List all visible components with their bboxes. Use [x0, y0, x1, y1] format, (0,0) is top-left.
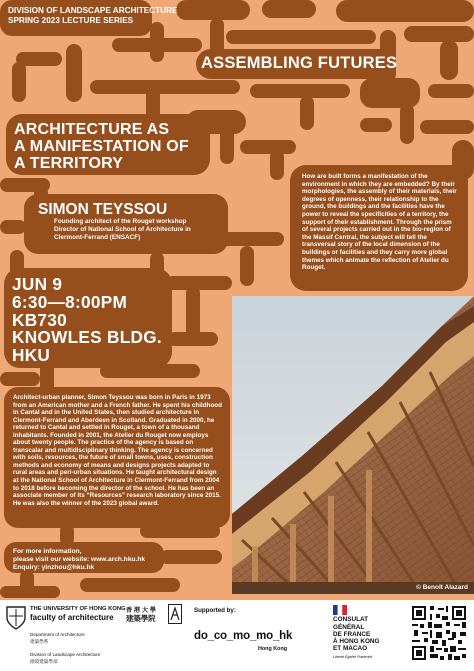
footer-logos — [0, 600, 474, 671]
docomomo-logo: do_co_mo_mo_hk — [194, 630, 293, 642]
header-label — [8, 6, 177, 26]
faculty-emblem-icon — [168, 604, 182, 624]
lecture-title — [14, 121, 189, 172]
footer-division-cn: 園境建築學部 — [30, 659, 58, 664]
lecture-title-line-3: A TERRITORY — [14, 155, 124, 172]
consulat-line-2: GÉNÉRAL — [333, 624, 365, 631]
series-title: ASSEMBLING FUTURES — [201, 54, 398, 72]
consulat-line-4: À HONG KONG — [333, 638, 380, 645]
footer-department-cn: 建築學系 — [30, 639, 49, 644]
event-time: 6:30—8:00PM — [12, 291, 128, 312]
info-line-1: For more information, — [13, 548, 82, 555]
roof-eaves-illustration — [232, 296, 474, 594]
docomomo-subtitle: Hong Kong — [258, 646, 288, 652]
footer-chinese-faculty: 建築學院 — [126, 614, 156, 623]
consulat-line-3: DE FRANCE — [333, 631, 371, 638]
contact-info — [13, 548, 145, 573]
lecture-title-line-1: ARCHITECTURE AS — [14, 121, 170, 138]
header-line-division: DIVISION OF LANDSCAPE ARCHITECTURE — [8, 6, 178, 15]
footer-university: THE UNIVERSITY OF HONG KONG — [30, 606, 126, 612]
speaker-role-line-1: Founding architect of the Rouget workshop — [54, 218, 187, 225]
footer-faculty: faculty of architecture — [30, 613, 114, 622]
speaker-biography: Architect-urban planner, Simon Teyssou was born in Paris in 1973 from an American mother and a French father. He spent his childhood in Cantal and in the United States, then studied architecture in Clermont-Ferrand and Aberdeen in Scotland. Graduated in 2000, he returned to Cantal and settled in Rouget, a town of a thousand inhabitants. Founded in 2001, the Atelier du Rouget now employs about twenty people. The practice of the agency is based on transcalar and multidisciplinary thinking. The agency is concerned with soils, resources, the future of small towns, uses, construction methods and economy of means and designs projects adapted to rural areas and peri-urban situations. He taught architectural design at the National School of Architecture in Clermont-Ferrand from 2004 to 2018 before becoming the director of the school. He has been an associate member of its “Resources” research laboratory since 2015. He was also the winner of the 2023 global award. — [13, 394, 222, 507]
event-building: KNOWLES BLDG. — [12, 327, 162, 348]
hku-crest-icon — [6, 606, 26, 630]
header-line-series: SPRING 2023 LECTURE SERIES — [8, 16, 134, 25]
photo-credit: © Benoît Alazard — [416, 584, 468, 591]
republic-motto: Liberté Égalité Fraternité — [333, 655, 373, 659]
french-republic-marianne-icon — [333, 605, 347, 615]
footer-division: Division of Landscape Architecture — [30, 652, 101, 657]
footer-department: Department of Architecture — [30, 632, 85, 637]
event-campus: HKU — [12, 345, 51, 366]
event-date: JUN 9 — [12, 274, 63, 294]
qr-code-icon[interactable] — [410, 604, 468, 662]
speaker-role — [54, 218, 191, 243]
lecture-abstract: How are built forms a manifestation of the environment in which they are embedded? By their morphologies, the assembly of their materials, their degrees of openness, their relationship to the ground, the buildings and the facilities have the power to reveal the specificities of a territory, the support of their establishment. Through the prism of several projects carried out in the bio-region of the Massif Central, the subject will tell the transversal story of the local dimension of the buildings or facilities and they carry more global themes which animate the reflection of Atelier du Rouget. — [302, 173, 457, 272]
lecture-title-line-2: A MANIFESTATION OF — [14, 138, 189, 155]
supported-by-label: Supported by: — [194, 607, 236, 614]
footer-chinese-university: 香 港 大 學 — [126, 607, 156, 614]
consulat-line-1: CONSULAT — [333, 616, 369, 623]
website-link[interactable]: please visit our website: www.arch.hku.hk — [13, 556, 146, 564]
speaker-name: SIMON TEYSSOU — [38, 201, 168, 218]
speaker-role-line-2: Director of National School of Architecture in — [54, 226, 191, 234]
enquiry-email-link[interactable]: Enquiry: yinzhou@hku.hk — [13, 564, 95, 572]
event-room: KB730 — [12, 309, 68, 330]
speaker-role-line-3: Clermont-Ferrand (ENSACF) — [54, 234, 141, 242]
building-photo — [232, 296, 474, 594]
event-details — [12, 276, 162, 365]
consulat-line-5: ET MACAO — [333, 645, 368, 652]
